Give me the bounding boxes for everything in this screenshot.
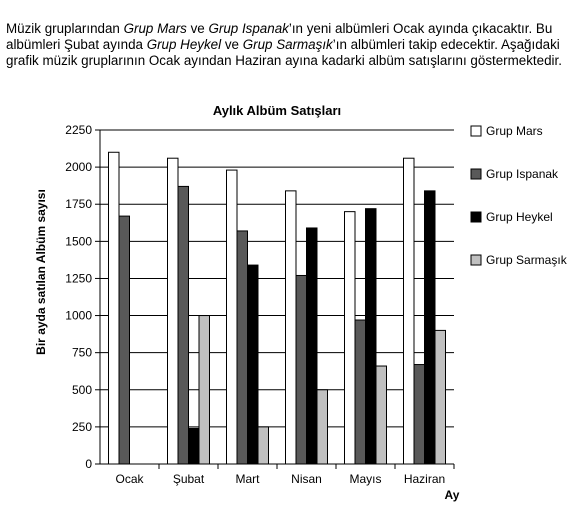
y-tick-label: 750 [71, 345, 92, 360]
x-tick-label: Şubat [172, 472, 205, 486]
intro-text: ’ın yeni albümleri Ocak ayında çıkacaktır. Bu albümleri Şubat ayında [6, 21, 553, 52]
bar [345, 212, 356, 464]
x-tick-label: Ocak [115, 472, 144, 486]
bar [286, 191, 297, 464]
band-name: Grup Heykel [146, 36, 222, 52]
y-tick-label: 1500 [65, 234, 92, 249]
bar [189, 428, 200, 464]
legend-swatch [471, 126, 481, 136]
band-name: Grup Sarmaşık [242, 36, 333, 52]
bar [199, 316, 210, 464]
intro-text: ’ın albümleri takip edecektir. Aşağıdaki grafik müzik gruplarının Ocak ayından Haziran ayına kadarki albüm satışlarını göstermektedir. [6, 36, 562, 68]
legend-swatch [471, 212, 481, 222]
legend-label: Grup Ispanak [486, 167, 559, 181]
bar [237, 231, 248, 464]
bar [404, 158, 415, 464]
legend-swatch [471, 255, 481, 265]
bar [376, 366, 387, 464]
intro-text: ve [221, 36, 243, 52]
y-tick-label: 2250 [65, 123, 92, 137]
y-tick-label: 250 [71, 419, 92, 434]
x-tick-label: Mayıs [349, 472, 382, 486]
y-axis-label: Bir ayda satılan Albüm sayısı [34, 189, 48, 355]
bar [258, 427, 269, 464]
x-tick-label: Mart [235, 472, 260, 486]
bars [109, 152, 446, 464]
band-name: Grup Ispanak [208, 21, 289, 37]
x-axis-label: Ay [444, 488, 460, 502]
bar [296, 275, 307, 464]
y-tick-label: 1250 [65, 271, 92, 286]
bar [355, 320, 366, 464]
chart-title: Aylık Albüm Satışları [212, 103, 342, 118]
intro-text: ve [186, 21, 209, 37]
intro-text: Müzik gruplarından [6, 21, 124, 37]
x-tick-label: Nisan [291, 472, 322, 486]
bar [307, 228, 318, 464]
bar [168, 158, 179, 464]
band-name: Grup Mars [123, 21, 187, 37]
bar [425, 191, 436, 464]
y-tick-label: 500 [71, 382, 92, 397]
legend-label: Grup Mars [486, 124, 543, 138]
legend-label: Grup Heykel [486, 210, 553, 224]
bar [435, 330, 446, 464]
bar [178, 186, 189, 464]
gridlines [100, 130, 454, 427]
y-tick-label: 2000 [65, 160, 92, 175]
legend [471, 124, 568, 267]
legend-label: Grup Sarmaşık [486, 253, 567, 267]
y-tick-label: 1000 [65, 308, 92, 323]
bar [317, 390, 328, 464]
bar [119, 216, 130, 464]
bar [414, 365, 425, 464]
bar [366, 209, 377, 464]
bar [227, 170, 238, 464]
legend-swatch [471, 169, 481, 179]
y-tick-label: 1750 [65, 197, 92, 212]
bar [248, 265, 259, 464]
x-tick-label: Haziran [403, 472, 446, 486]
y-tick-label: 0 [85, 457, 92, 471]
bar [109, 152, 120, 464]
